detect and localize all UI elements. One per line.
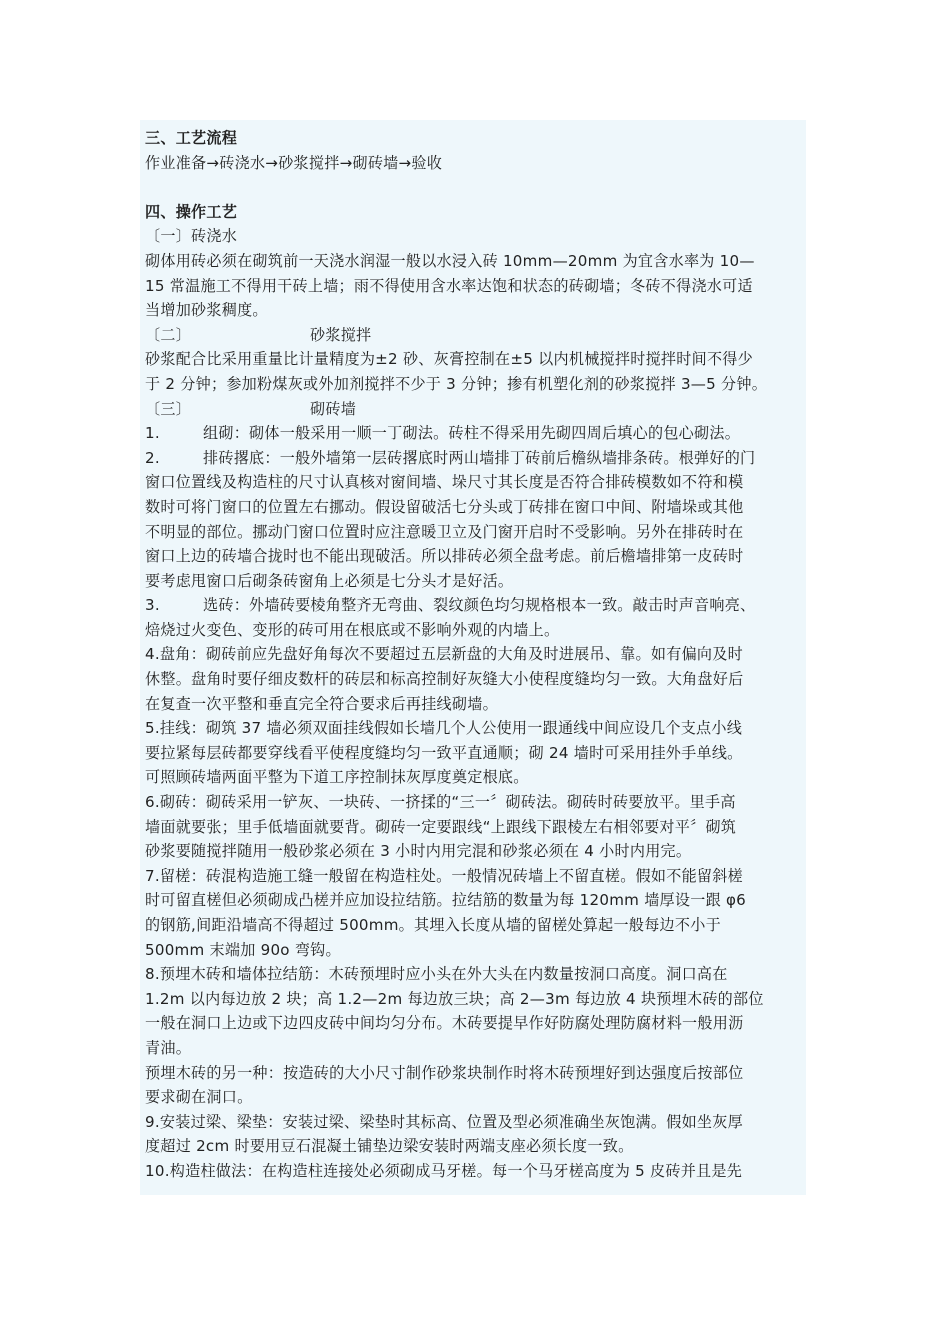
paragraph-line: 500mm 末端加 90o 弯钩。	[145, 940, 341, 959]
list-item-7: 7.留槎：砖混构造施工缝一般留在构造柱处。一般情况砖墙上不留直槎。假如不能留斜槎	[145, 866, 743, 885]
paragraph-line: 墙面就要张；里手低墙面就要背。砌砖一定要跟线“上跟线下跟棱左右相邻要对平〞砌筑	[145, 817, 737, 836]
list-item-8: 8.预埋木砖和墙体拉结筋：木砖预埋时应小头在外大头在内数量按洞口高度。洞口高在	[145, 965, 728, 984]
paragraph-line: 在复查一次平整和垂直完全符合要求后再挂线砌墙。	[145, 694, 498, 713]
item-text: 组砌：砌体一般采用一顺一丁砌法。砖柱不得采用先砌四周后填心的包心砌法。	[203, 424, 741, 443]
item-text: 排砖撂底：一般外墙第一层砖撂底时两山墙排丁砖前后檐纵墙排条砖。根弹好的门	[203, 448, 756, 467]
subheading-title: 砌砖墙	[310, 399, 357, 418]
subheading-title: 砂浆搅拌	[310, 325, 372, 344]
paragraph-line: 砌体用砖必须在砌筑前一天浇水润湿一般以水浸入砖 10mm—20mm 为宜含水率为 10—	[145, 251, 755, 270]
paragraph-line: 窗口位置线及构造柱的尺寸认真核对窗间墙、垛尺寸其长度是否符合排砖模数如不符和模	[145, 473, 744, 492]
paragraph-line: 砂浆要随搅拌随用一般砂浆必须在 3 小时内用完混和砂浆必须在 4 小时内用完。	[145, 842, 692, 861]
paragraph-line: 的钢筋,间距沿墙高不得超过 500mm。其埋入长度从墙的留槎处算起一般每边不小于	[145, 916, 721, 934]
paragraph-line: 休整。盘角时要仔细皮数杆的砖层和标高控制好灰缝大小使程度缝均匀一致。大角盘好后	[145, 670, 744, 689]
paragraph-line: 要考虑甩窗口后砌条砖窗角上必须是七分头才是好活。	[145, 571, 514, 590]
subheading-label: 〔三〕	[145, 399, 192, 418]
list-item-5: 5.挂线：砌筑 37 墙必须双面挂线假如长墙几个人公使用一跟通线中间应设几个支点小线	[145, 719, 743, 738]
paragraph-line: 窗口上边的砖墙合拢时也不能出现破活。所以排砖必须全盘考虑。前后檐墙排第一皮砖时	[145, 547, 744, 566]
item-text: 选砖：外墙砖要棱角整齐无弯曲、裂纹颜色均匀规格根本一致。敲击时声音响亮、	[203, 596, 756, 615]
section-heading-operation: 四、操作工艺	[145, 202, 238, 221]
blank-line	[145, 175, 805, 200]
process-flow: 作业准备→砖浇水→砂浆搅拌→砌砖墙→验收	[145, 153, 443, 172]
subheading-label: 〔二〕	[145, 325, 192, 344]
item-number: 3.	[145, 596, 160, 615]
list-item-2	[145, 446, 805, 471]
paragraph-line: 预埋木砖的另一种：按造砖的大小尺寸制作砂浆块制作时将木砖预埋好到达强度后按部位	[145, 1063, 744, 1082]
list-item-4: 4.盘角：砌砖前应先盘好角每次不要超过五层新盘的大角及时进展吊、靠。如有偏向及时	[145, 645, 743, 664]
list-item-10: 10.构造柱做法：在构造柱连接处必须砌成马牙槎。每一个马牙槎高度为 5 皮砖并且是先	[145, 1161, 743, 1180]
list-item-3	[145, 593, 805, 618]
paragraph-line: 当增加砂浆稠度。	[145, 301, 268, 320]
paragraph-line: 要拉紧每层砖都要穿线看平使程度缝均匀一致平直通顺；砌 24 墙时可采用挂外手单线。	[145, 743, 743, 762]
list-item-1	[145, 421, 805, 446]
paragraph-line: 焙烧过火变色、变形的砖可用在根底或不影响外观的内墙上。	[145, 620, 560, 639]
paragraph-line: 1.2m 以内每边放 2 块；高 1.2—2m 每边放三块；高 2—3m 每边放 4 块预埋木砖的部位	[145, 989, 764, 1008]
paragraph-line: 一般在洞口上边或下边四皮砖中间均匀分布。木砖要提早作好防腐处理防腐材料一般用沥	[145, 1014, 744, 1033]
item-number: 2.	[145, 448, 160, 467]
paragraph-line: 砂浆配合比采用重量比计量精度为±2 砂、灰膏控制在±5 以内机械搅拌时搅拌时间不得少	[145, 350, 753, 369]
section-heading-process: 三、工艺流程	[145, 129, 238, 147]
list-item-9: 9.安装过梁、梁垫：安装过梁、梁垫时其标高、位置及型必须准确坐灰饱满。假如坐灰厚	[145, 1112, 743, 1131]
paragraph-line: 时可留直槎但必须砌成凸槎并应加设拉结筋。拉结筋的数量为每 120mm 墙厚设一跟 φ6	[145, 891, 747, 910]
paragraph-line: 可照顾砖墙两面平整为下道工序控制抹灰厚度奠定根底。	[145, 768, 529, 787]
list-item-6: 6.砌砖：砌砖采用一铲灰、一块砖、一挤揉的“三一〞砌砖法。砌砖时砖要放平。里手高	[145, 793, 736, 812]
paragraph-line: 青油。	[145, 1038, 192, 1057]
paragraph-line: 15 常温施工不得用干砖上墙；雨不得使用含水率达饱和状态的砖砌墙；冬砖不得浇水可适	[145, 276, 753, 295]
paragraph-line: 不明显的部位。挪动门窗口位置时应注意暖卫立及门窗开启时不受影响。另外在排砖时在	[145, 522, 744, 541]
subheading-brick-wall	[145, 397, 805, 422]
paragraph-line: 度超过 2cm 时要用豆石混凝土铺垫边梁安装时两端支座必须长度一致。	[145, 1137, 634, 1156]
paragraph-line: 数时可将门窗口的位置左右挪动。假设留破活七分头或丁砖排在窗口中间、附墙垛或其他	[145, 497, 744, 516]
subheading-brick-watering: 〔一〕砖浇水	[145, 227, 238, 246]
paragraph-line: 于 2 分钟；参加粉煤灰或外加剂搅拌不少于 3 分钟；掺有机塑化剂的砂浆搅拌 3—5 分钟。	[145, 374, 768, 393]
subheading-mortar-mixing	[145, 323, 805, 348]
document-body	[145, 126, 805, 1184]
paragraph-line: 要求砌在洞口。	[145, 1088, 253, 1107]
item-number: 1.	[145, 424, 160, 443]
